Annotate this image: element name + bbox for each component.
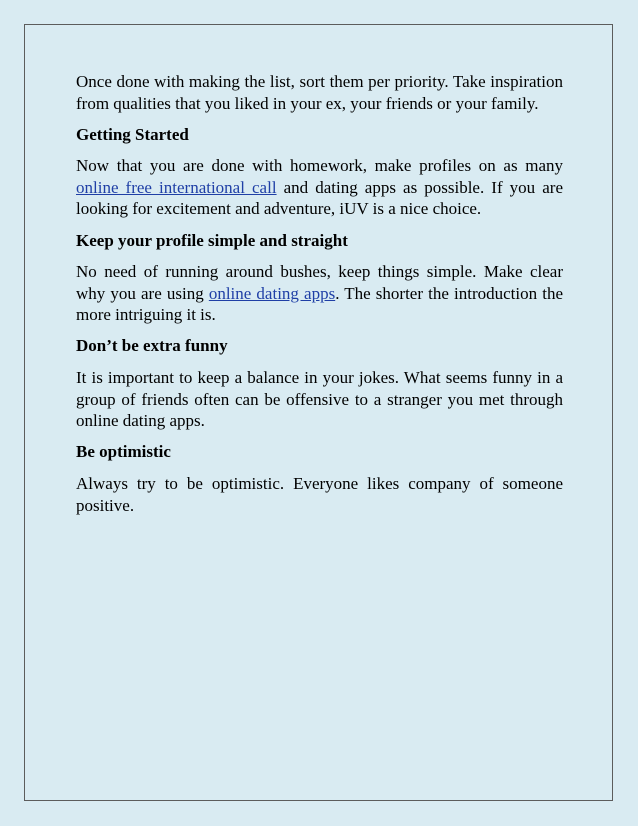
paragraph-getting-started (76, 155, 563, 220)
heading-getting-started: Getting Started (76, 124, 189, 144)
paragraph-be-optimistic: Always try to be optimistic. Everyone likes company of someone positive. (76, 473, 563, 515)
online-dating-apps-link[interactable]: online dating apps (208, 283, 336, 303)
paragraph-priority: Once done with making the list, sort them per priority. Take inspiration from qualities that you liked in your ex, your friends or your family. (76, 72, 563, 113)
paragraph-text: No need of running around bushes, keep things simple. Make clear why you are using (76, 262, 563, 303)
document-body (76, 71, 563, 526)
paragraph-text: Now that you are done with homework, make profiles on as many (76, 156, 563, 176)
paragraph-text: and dating apps as possible. If you are looking for excitement and adventure, iUV is a nice choice. (76, 177, 563, 219)
online-free-international-call-link[interactable]: online free international call (76, 177, 277, 197)
heading-dont-be-extra-funny: Don’t be extra funny (76, 336, 228, 356)
heading-be-optimistic: Be optimistic (76, 442, 171, 462)
paragraph-dont-be-extra-funny: It is important to keep a balance in your jokes. What seems funny in a group of friends often can be offensive to a stranger you met through online dating apps. (76, 368, 563, 431)
paragraph-text: . The shorter the introduction the more intriguing it is. (76, 283, 563, 325)
heading-keep-profile-simple: Keep your profile simple and straight (76, 230, 348, 250)
paragraph-keep-profile-simple (76, 261, 563, 326)
